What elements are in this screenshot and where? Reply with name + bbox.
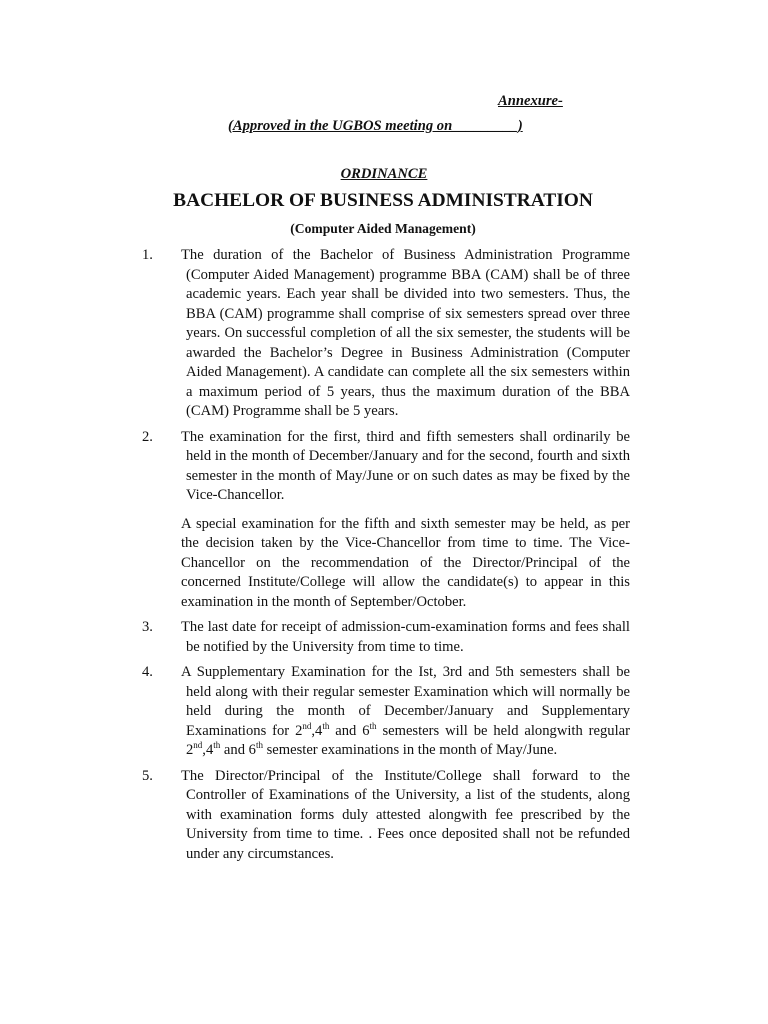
clause-text: semester examinations in the month of May/June.: [262, 742, 558, 758]
clause-paragraph: The Director/Principal of the Institute/College shall forward to the Controller of Examinations of the University, a list of the students, along with examination forms duly attested alongwith fee prescribed by the University from time to time. . Fees once deposited shall not be refunded under any circumstances.: [181, 767, 630, 862]
superscript-th: th: [369, 720, 377, 731]
superscript-th: th: [255, 740, 263, 750]
superscript-th: th: [213, 740, 221, 750]
clause-text: and 6: [220, 742, 256, 758]
clause-paragraph: The examination for the first, third and fifth semesters shall ordinarily be held in the month of December/January and for the second, fourth and sixth semester in the month of May/June or on such dates as may be fixed by the Vice-Chancellor.: [181, 428, 630, 503]
clause-number: 5.: [142, 767, 153, 784]
clause-paragraph: A special examination for the fifth and sixth semester may be held, as per the decision taken by the Vice-Chancellor from time to time. The Vice-Chancellor on the recommendation of the Director/Principal of the concerned Institute/College will allow the candidate(s) to appear in this examination in the month of September/October.: [181, 515, 630, 610]
clause-body: [181, 618, 630, 657]
superscript-th: th: [322, 720, 330, 731]
clause-number: 3.: [142, 619, 153, 635]
clause-text: and 6: [329, 722, 370, 739]
clause-1: [142, 246, 630, 422]
clause-body: [181, 428, 630, 613]
clause-text: ,4: [202, 742, 214, 758]
superscript-nd: nd: [193, 740, 203, 750]
clause-number: 2.: [142, 428, 153, 445]
clause-5: [142, 767, 630, 865]
clause-body: [181, 767, 630, 865]
clause-paragraph: [181, 663, 630, 761]
ordinance-heading: ORDINANCE: [340, 166, 428, 182]
document-title: BACHELOR OF BUSINESS ADMINISTRATION: [173, 190, 593, 211]
clause-4: [142, 663, 630, 761]
clause-text: A Supplementary Examination for the Ist, 3rd and 5th semesters shall be held along with their regular semester Examination which will normally be held during the month of December/January and Supplementary Examinations for 2: [181, 664, 630, 739]
clause-number: 1.: [142, 247, 153, 263]
document-subtitle: (Computer Aided Management): [290, 221, 476, 236]
superscript-nd: nd: [302, 720, 312, 731]
ordinance-clauses: [142, 246, 630, 870]
clause-body: [181, 246, 630, 422]
clause-paragraph: The last date for receipt of admission-cum-examination forms and fees shall be notified by the University from time to time.: [181, 619, 630, 655]
clause-2: [142, 428, 630, 613]
approval-note: (Approved in the UGBOS meeting on_________): [228, 118, 523, 134]
clause-body: [181, 663, 630, 761]
annexure-label: Annexure-: [498, 93, 563, 109]
clause-text: ,4: [311, 722, 323, 739]
clause-paragraph: The duration of the Bachelor of Business Administration Programme (Computer Aided Management) programme BBA (CAM) shall be of three academic years. Each year shall be divided into two semesters. Thus, the BBA (CAM) programme shall comprise of six semesters spread over three years. On successful completion of all the six semester, the students will be awarded the Bachelor’s Degree in Business Administration (Computer Aided Management). A candidate can complete all the six semesters within a maximum period of 5 years, thus the maximum duration of the BBA (CAM) Programme shall be 5 years.: [181, 247, 630, 419]
clause-number: 4.: [142, 664, 153, 680]
clause-text: semesters will be held alongwith regular 2: [186, 722, 630, 758]
clause-3: [142, 618, 630, 657]
